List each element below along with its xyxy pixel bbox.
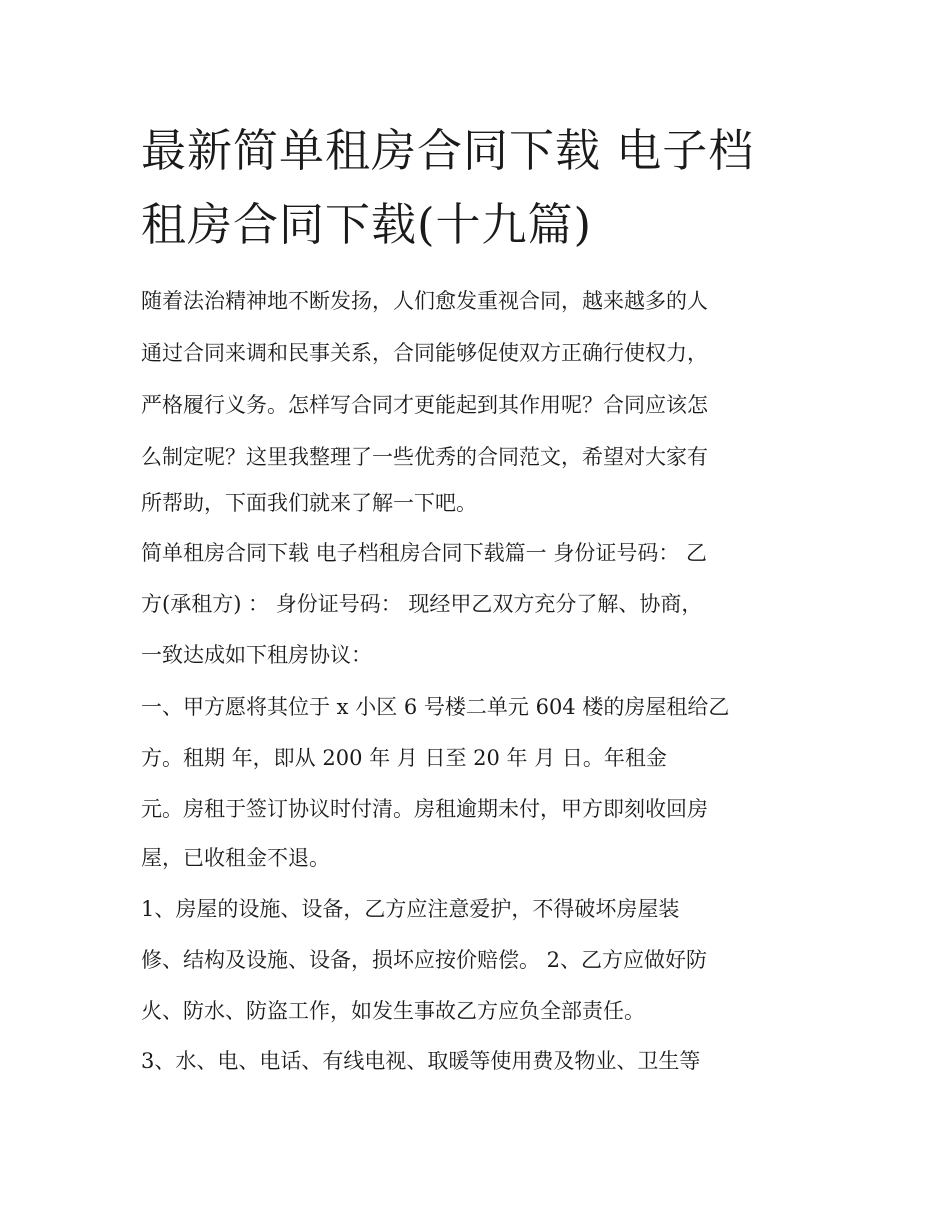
body-line-2: 通过合同来调和民事关系，合同能够促使双方正确行使权力， (141, 341, 708, 365)
body-line-6: 简单租房合同下载 电子档租房合同下载篇一 身份证号码： 乙 (141, 541, 708, 565)
body-line-14: 修、结构及设施、设备，损坏应按价赔偿。 2、乙方应做好防 (141, 948, 708, 972)
body-line-15: 火、防水、防盗工作，如发生事故乙方应负全部责任。 (141, 999, 645, 1023)
body-line-12: 屋，已收租金不退。 (141, 846, 330, 870)
body-line-16: 3、水、电、电话、有线电视、取暖等使用费及物业、卫生等 (141, 1049, 701, 1073)
body-line-11: 元。房租于签订协议时付清。房租逾期未付，甲方即刻收回房 (141, 797, 708, 821)
body-line-4: 么制定呢？这里我整理了一些优秀的合同范文，希望对大家有 (141, 445, 708, 469)
body-line-7: 方(承租方) ： 身份证号码： 现经甲乙双方充分了解、协商， (141, 592, 703, 616)
title-line-2: 租房合同下载(十九篇) (141, 198, 593, 251)
body-line-13: 1、房屋的设施、设备，乙方应注意爱护，不得破坏房屋装 (141, 897, 680, 921)
body-line-8: 一致达成如下租房协议： (141, 643, 372, 667)
body-line-9: 一、甲方愿将其位于 x 小区 6 号楼二单元 604 楼的房屋租给乙 (141, 695, 730, 719)
body-line-5: 所帮助，下面我们就来了解一下吧。 (141, 491, 477, 515)
document-title (141, 114, 821, 262)
body-line-10: 方。租期 年，即从 200 年 月 日至 20 年 月 日。年租金 (141, 746, 667, 770)
body-line-3: 严格履行义务。怎样写合同才更能起到其作用呢？合同应该怎 (141, 393, 708, 417)
body-line-1: 随着法治精神地不断发扬，人们愈发重视合同，越来越多的人 (141, 289, 708, 313)
title-line-1: 最新简单租房合同下载 电子档 (141, 124, 755, 177)
